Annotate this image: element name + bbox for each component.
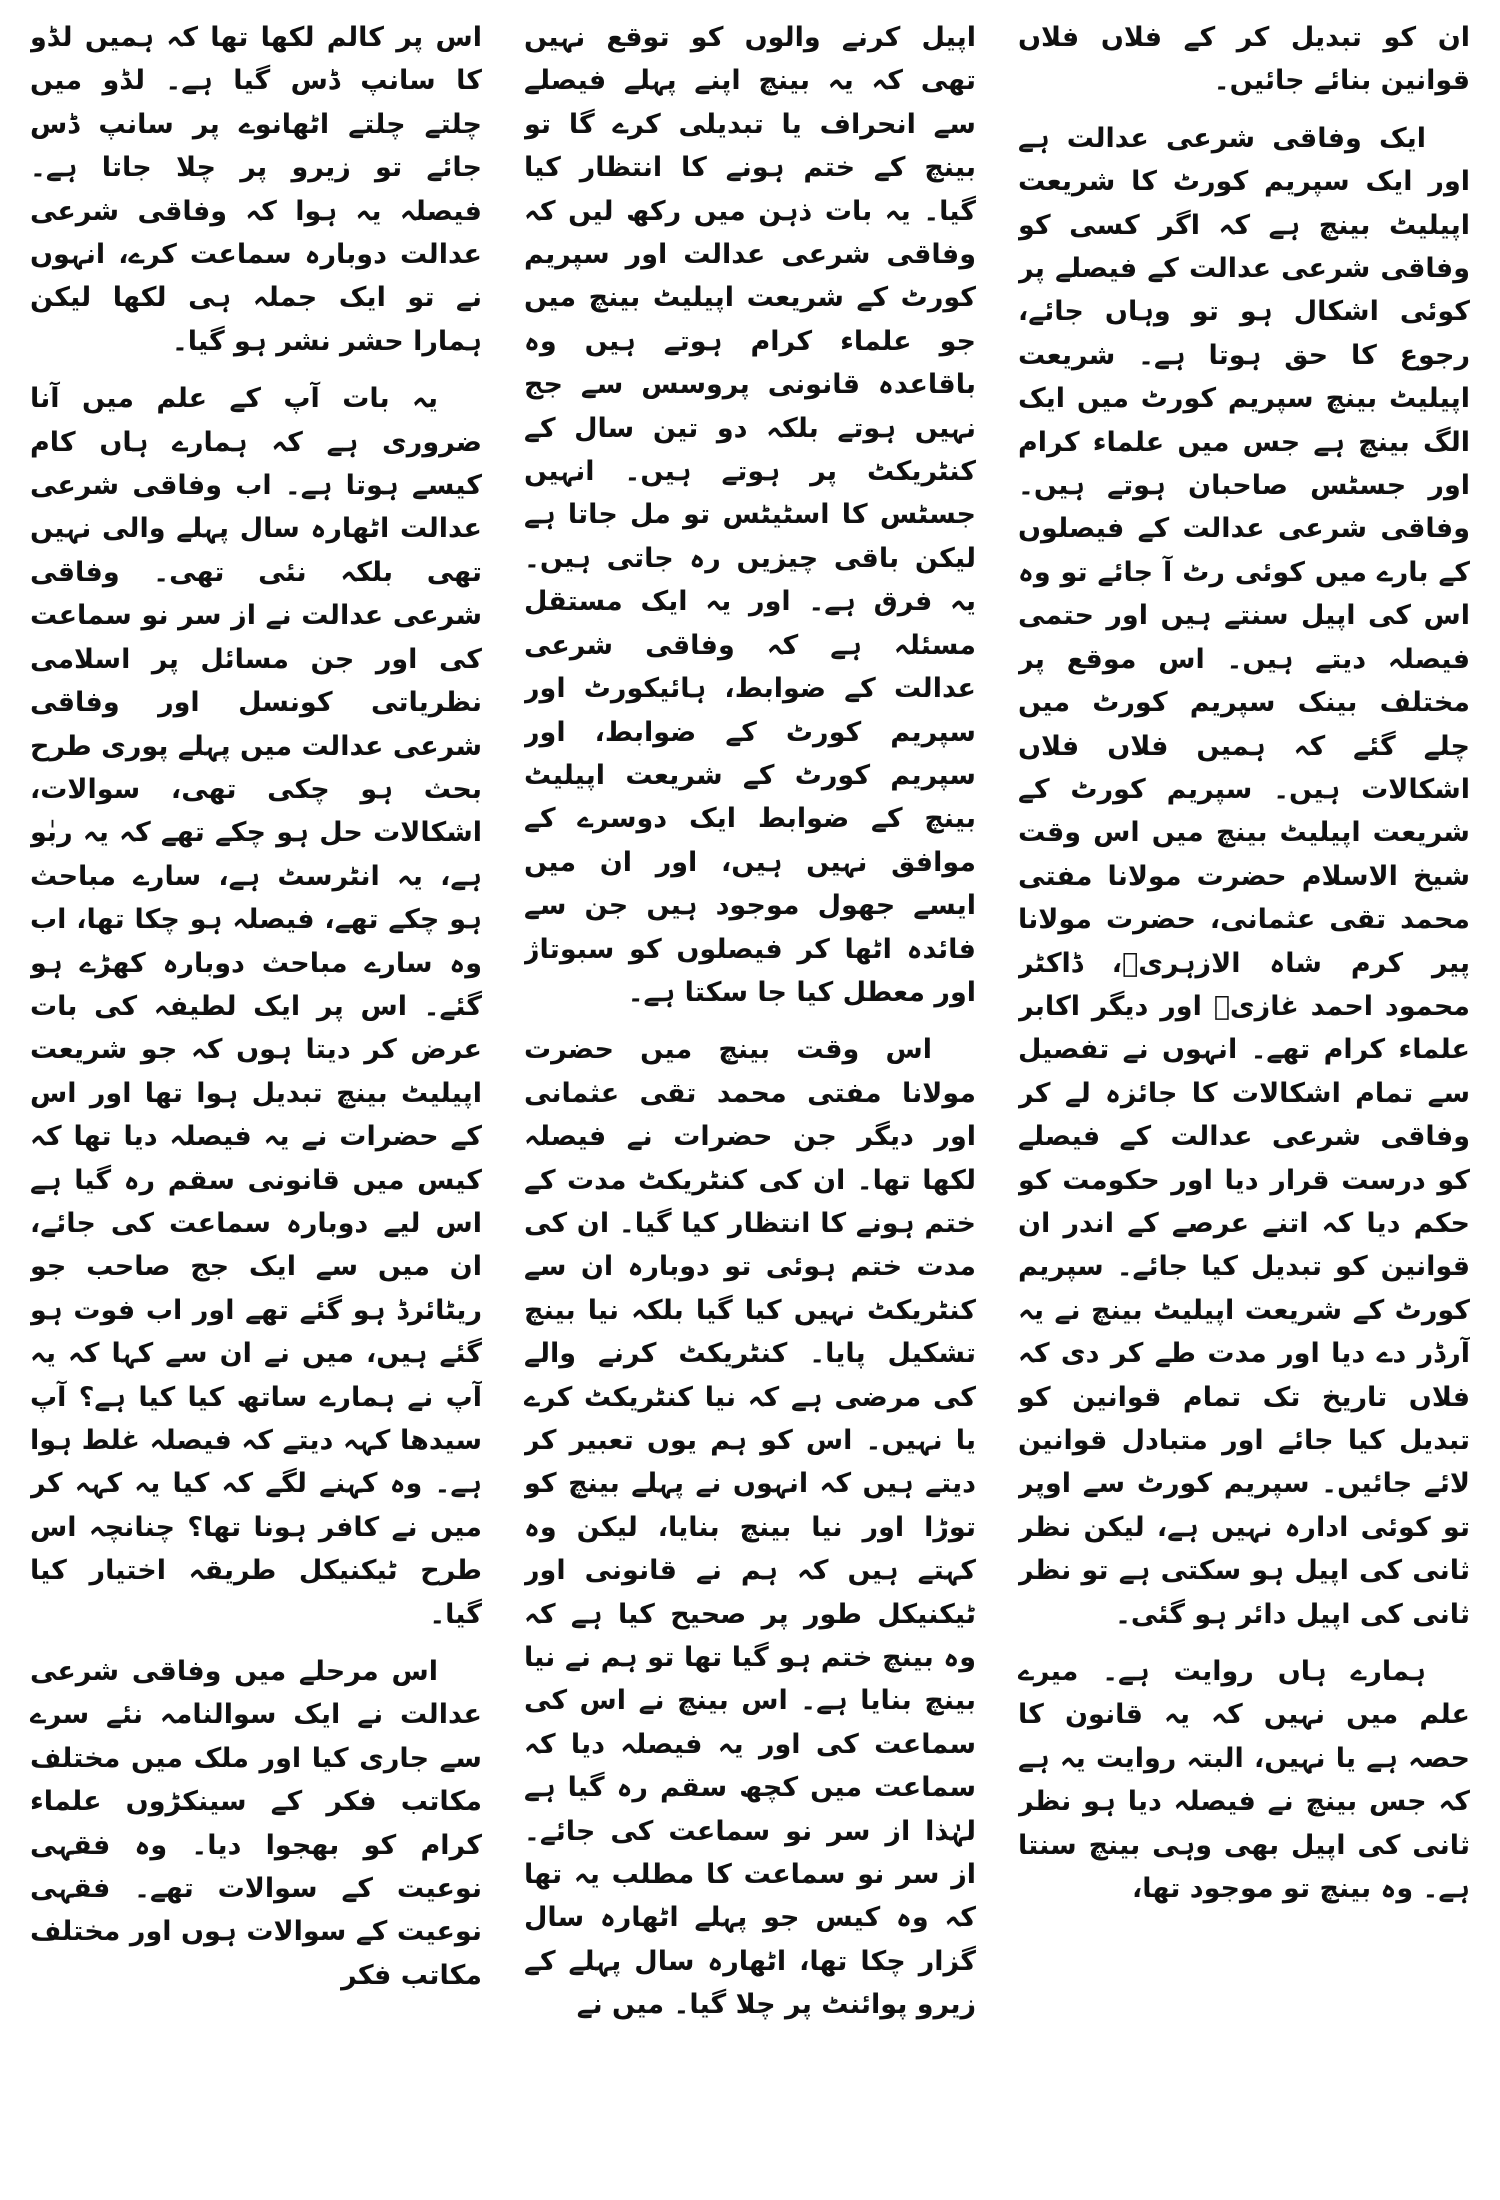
column-middle (524, 16, 976, 2200)
column-right (1018, 16, 1470, 2200)
column-left (30, 16, 482, 2200)
paragraph: اپیل کرنے والوں کو توقع نہیں تھی کہ یہ بینچ اپنے پہلے فیصلے سے انحراف یا تبدیلی کرے گا تو بینچ کے ختم ہونے کا انتظار کیا گیا۔ یہ بات ذہن میں رکھ لیں کہ وفاقی شرعی عدالت اور سپریم کورٹ کے شریعت اپیلیٹ بینچ میں جو علماء کرام ہوتے ہیں وہ باقاعدہ قانونی پروسس سے جج نہیں ہوتے بلکہ دو تین سال کے کنٹریکٹ پر ہوتے ہیں۔ انہیں جسٹس کا اسٹیٹس تو مل جاتا ہے لیکن باقی چیزیں رہ جاتی ہیں۔ یہ فرق ہے۔ اور یہ ایک مستقل مسئلہ ہے کہ وفاقی شرعی عدالت کے ضوابط، ہائیکورٹ اور سپریم کورٹ کے ضوابط، اور سپریم کورٹ کے شریعت اپیلیٹ بینچ کے ضوابط ایک دوسرے کے موافق نہیں ہیں، اور ان میں ایسے جھول موجود ہیں جن سے فائدہ اٹھا کر فیصلوں کو سبوتاژ اور معطل کیا جا سکتا ہے۔ (524, 22, 976, 1008)
paragraph: ہمارے ہاں روایت ہے۔ میرے علم میں نہیں کہ یہ قانون کا حصہ ہے یا نہیں، البتہ روایت یہ ہے کہ جس بینچ نے فیصلہ دیا ہو نظر ثانی کی اپیل بھی وہی بینچ سنتا ہے۔ وہ بینچ تو موجود تھا، (1018, 1656, 1470, 1905)
paragraph: اس وقت بینچ میں حضرت مولانا مفتی محمد تقی عثمانی اور دیگر جن حضرات نے فیصلہ لکھا تھا۔ ان کی کنٹریکٹ مدت کے ختم ہونے کا انتظار کیا گیا۔ ان کی مدت ختم ہوئی تو دوبارہ ان سے کنٹریکٹ نہیں کیا گیا بلکہ نیا بینچ تشکیل پایا۔ کنٹریکٹ کرنے والے کی مرضی ہے کہ نیا کنٹریکٹ کرے یا نہیں۔ اس کو ہم یوں تعبیر کر دیتے ہیں کہ انہوں نے پہلے بینچ کو توڑا اور نیا بینچ بنایا، لیکن وہ کہتے ہیں کہ ہم نے قانونی اور ٹیکنیکل طور پر صحیح کیا ہے کہ وہ بینچ ختم ہو گیا تھا تو ہم نے نیا بینچ بنایا ہے۔ اس بینچ نے اس کی سماعت کی اور یہ فیصلہ دیا کہ سماعت میں کچھ سقم رہ گیا ہے لہٰذا از سر نو سماعت کی جائے۔ از سر نو سماعت کا مطلب یہ تھا کہ وہ کیس جو پہلے اٹھارہ سال گزار چکا تھا، اٹھارہ سال پہلے کے زیرو پوائنٹ پر چلا گیا۔ میں نے (524, 1034, 976, 2021)
paragraph: ان کو تبدیل کر کے فلاں فلاں قوانین بنائے جائیں۔ (1018, 22, 1470, 97)
paragraph: ایک وفاقی شرعی عدالت ہے اور ایک سپریم کورٹ کا شریعت اپیلیٹ بینچ ہے کہ اگر کسی کو وفاقی شرعی عدالت کے فیصلے پر کوئی اشکال ہو تو وہاں جائے، رجوع کا حق ہوتا ہے۔ شریعت اپیلیٹ بینچ سپریم کورٹ میں ایک الگ بینچ ہے جس میں علماء کرام اور جسٹس صاحبان ہوتے ہیں۔ وفاقی شرعی عدالت کے فیصلوں کے بارے میں کوئی رٹ آ جائے تو وہ اس کی اپیل سنتے ہیں اور حتمی فیصلہ دیتے ہیں۔ اس موقع پر مختلف بینک سپریم کورٹ میں چلے گئے کہ ہمیں فلاں فلاں اشکالات ہیں۔ سپریم کورٹ کے شریعت اپیلیٹ بینچ میں اس وقت شیخ الاسلام حضرت مولانا مفتی محمد تقی عثمانی، حضرت مولانا پیر کرم شاہ الازہریؒ، ڈاکٹر محمود احمد غازیؒ اور دیگر اکابر علماء کرام تھے۔ انہوں نے تفصیل سے تمام اشکالات کا جائزہ لے کر وفاقی شرعی عدالت کے فیصلے کو درست قرار دیا اور حکومت کو حکم دیا کہ اتنے عرصے کے اندر ان قوانین کو تبدیل کیا جائے۔ سپریم کورٹ کے شریعت اپیلیٹ بینچ نے یہ آرڈر دے دیا اور مدت طے کر دی کہ فلاں تاریخ تک تمام قوانین کو تبدیل کیا جائے اور متبادل قوانین لائے جائیں۔ سپریم کورٹ سے اوپر تو کوئی ادارہ نہیں ہے، لیکن نظر ثانی کی اپیل ہو سکتی ہے تو نظر ثانی کی اپیل دائر ہو گئی۔ (1018, 122, 1470, 1630)
paragraph: یہ بات آپ کے علم میں آنا ضروری ہے کہ ہمارے ہاں کام کیسے ہوتا ہے۔ اب وفاقی شرعی عدالت اٹھارہ سال پہلے والی نہیں تھی بلکہ نئی تھی۔ وفاقی شرعی عدالت نے از سر نو سماعت کی اور جن مسائل پر اسلامی نظریاتی کونسل اور وفاقی شرعی عدالت میں پہلے پوری طرح بحث ہو چکی تھی، سوالات، اشکالات حل ہو چکے تھے کہ یہ ربٰو ہے، یہ انٹرسٹ ہے، سارے مباحث ہو چکے تھے، فیصلہ ہو چکا تھا، اب وہ سارے مباحث دوبارہ کھڑے ہو گئے۔ اس پر ایک لطیفہ کی بات عرض کر دیتا ہوں کہ جو شریعت اپیلیٹ بینچ تبدیل ہوا تھا اور اس کے حضرات نے یہ فیصلہ دیا تھا کہ کیس میں قانونی سقم رہ گیا ہے اس لیے دوبارہ سماعت کی جائے، ان میں سے ایک جج صاحب جو ریٹائرڈ ہو گئے تھے اور اب فوت ہو گئے ہیں، میں نے ان سے کہا کہ یہ آپ نے ہمارے ساتھ کیا کیا ہے؟ آپ سیدھا کہہ دیتے کہ فیصلہ غلط ہوا ہے۔ وہ کہنے لگے کہ کیا یہ کہہ کر میں نے کافر ہونا تھا؟ چنانچہ اس طرح ٹیکنیکل طریقہ اختیار کیا گیا۔ (30, 383, 482, 1630)
paragraph: اس پر کالم لکھا تھا کہ ہمیں لڈو کا سانپ ڈس گیا ہے۔ لڈو میں چلتے چلتے اٹھانوے پر سانپ ڈس جائے تو زیرو پر چلا جاتا ہے۔ فیصلہ یہ ہوا کہ وفاقی شرعی عدالت دوبارہ سماعت کرے، انہوں نے تو ایک جملہ ہی لکھا لیکن ہمارا حشر نشر ہو گیا۔ (30, 22, 482, 357)
paragraph: اس مرحلے میں وفاقی شرعی عدالت نے ایک سوالنامہ نئے سرے سے جاری کیا اور ملک میں مختلف مکاتب فکر کے سینکڑوں علماء کرام کو بھجوا دیا۔ وہ فقہی نوعیت کے سوالات تھے۔ فقہی نوعیت کے سوالات ہوں اور مختلف مکاتب فکر (30, 1656, 482, 1991)
